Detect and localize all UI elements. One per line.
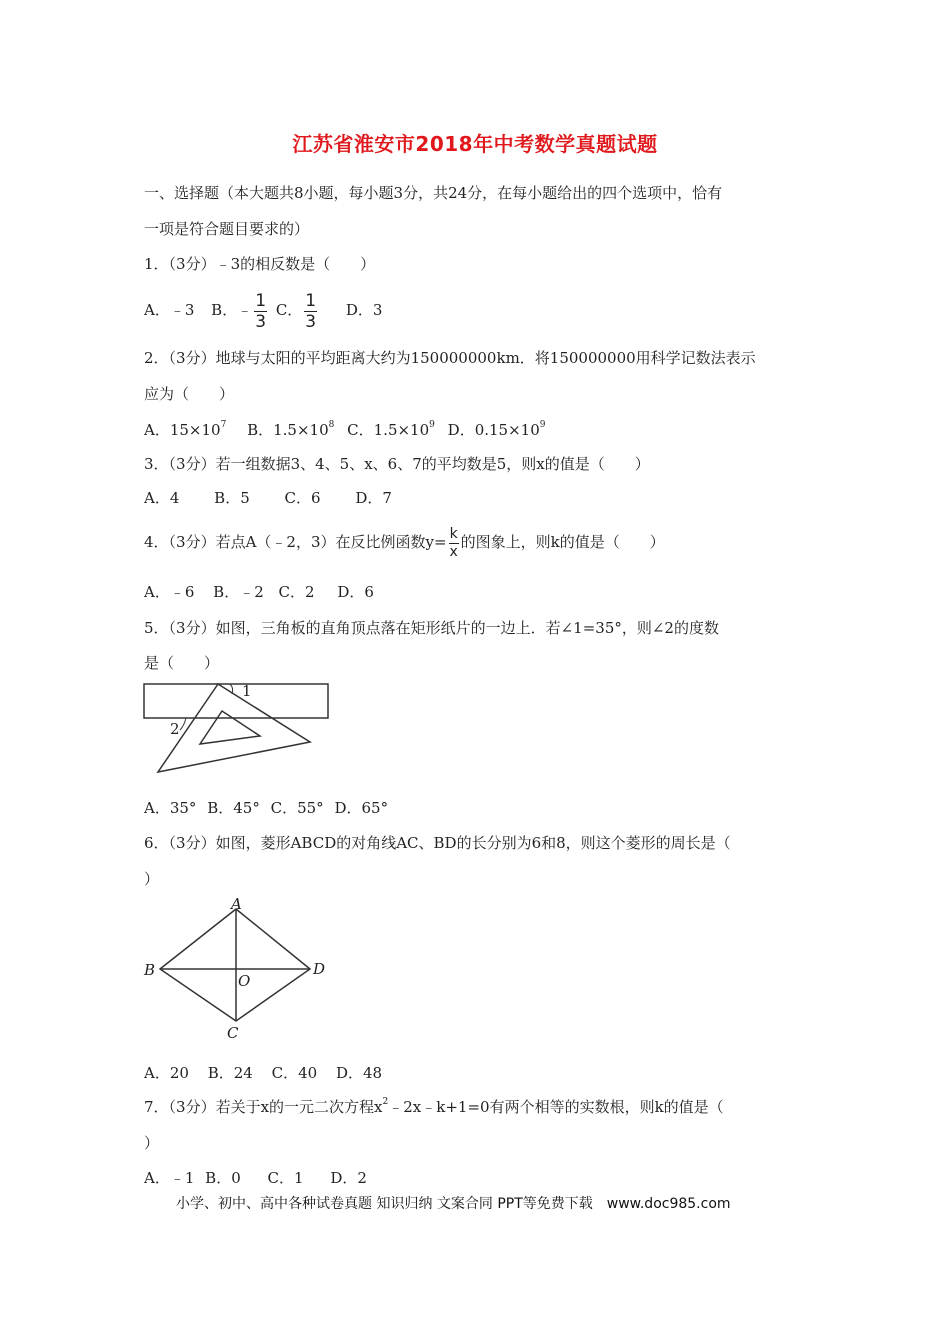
question-5-stem-line1: 5．（3分）如图，三角板的直角顶点落在矩形纸片的一边上．若∠1=35°，则∠2的度数 <box>144 619 719 637</box>
center-o-label: O <box>238 972 251 990</box>
angle-2-arc <box>180 718 186 730</box>
q1-option-c-fraction <box>304 292 317 331</box>
q1-option-c-denominator: 3 <box>305 311 317 332</box>
question-2-options <box>144 420 814 440</box>
question-1-stem: 1．（3分）﹣3的相反数是（ ） <box>144 255 376 273</box>
angle-1-label: 1 <box>242 682 252 700</box>
q6-option-b: B．24 <box>207 1064 253 1082</box>
question-7-options <box>144 1168 814 1188</box>
q6-option-c: C．40 <box>271 1064 318 1082</box>
question-1-options <box>144 291 814 331</box>
question-7-stem-line2: ） <box>144 1134 160 1152</box>
q5-option-b: B．45° <box>207 799 260 817</box>
question-3-options <box>144 488 814 508</box>
q1-option-a: A．﹣3 <box>144 301 195 319</box>
rhombus-abcd <box>160 909 310 1021</box>
q3-option-c: C．6 <box>284 489 321 507</box>
vertex-b-label: B <box>144 961 156 979</box>
triangle-ruler-outer <box>158 684 310 772</box>
footer-download-notice: 小学、初中、高中各种试卷真题 知识归纳 文案合同 PPT等免费下载 www.doc985.com <box>176 1196 731 1212</box>
angle-2-label: 2 <box>170 720 180 738</box>
q1-option-b-fraction <box>254 292 267 331</box>
q4-stem-pre: 4．（3分）若点A（﹣2，3）在反比例函数y= <box>144 533 447 551</box>
q6-option-a: A．20 <box>144 1064 189 1082</box>
q4-fraction <box>449 527 459 560</box>
vertex-d-label: D <box>313 960 326 978</box>
q1-option-d: D．3 <box>345 301 383 319</box>
question-2-stem-line1: 2．（3分）地球与太阳的平均距离大约为150000000km．将150000000用科学记数法表示 <box>144 349 756 367</box>
q1-option-b-prefix: B．﹣ <box>211 301 253 319</box>
q6-option-d: D．48 <box>335 1064 383 1082</box>
page-title: 江苏省淮安市2018年中考数学真题试题 <box>292 132 658 156</box>
q3-option-b: B．5 <box>214 489 250 507</box>
rectangle-paper <box>144 684 328 718</box>
q4-option-a: A．﹣6 <box>144 583 195 601</box>
q7-option-c: C．1 <box>267 1169 304 1187</box>
q1-option-b-numerator: 1 <box>255 290 267 311</box>
q4-option-b: B．﹣2 <box>213 583 264 601</box>
q4-option-d: D．6 <box>337 583 374 601</box>
question-7-stem-line1 <box>144 1097 814 1117</box>
q4-stem-post: 的图象上，则k的值是（ ） <box>460 533 665 551</box>
q5-option-d: D．65° <box>334 799 389 817</box>
q1-option-c-numerator: 1 <box>305 290 317 311</box>
question-6-stem-line2: ） <box>144 870 160 888</box>
q6-rhombus-figure <box>138 893 338 1045</box>
question-6-stem-line1: 6．（3分）如图，菱形ABCD的对角线AC、BD的长分别为6和8，则这个菱形的周长是（ <box>144 834 731 852</box>
q3-option-a: A．4 <box>144 489 180 507</box>
question-2-stem-line2: 应为（ ） <box>144 385 235 403</box>
question-4-stem <box>144 520 814 564</box>
question-5-options <box>144 798 814 818</box>
section-instruction-line1: 一、选择题（本大题共8小题，每小题3分，共24分，在每小题给出的四个选项中，恰有 <box>144 184 723 202</box>
q4-fraction-numerator: k <box>449 525 458 542</box>
q2-option-c: C．$1.5\times 10^9$ <box>347 420 435 439</box>
q7-exponent: 2 <box>382 1097 389 1107</box>
q1-option-c-prefix: C． <box>275 301 303 319</box>
q3-option-d: D．7 <box>355 489 392 507</box>
vertex-c-label: C <box>227 1024 239 1042</box>
q7-stem-post: ﹣2x﹣k+1=0有两个相等的实数根，则k的值是（ <box>388 1098 724 1116</box>
q7-stem-pre: 7．（3分）若关于x的一元二次方程x <box>144 1098 383 1116</box>
q4-option-c: C．2 <box>278 583 315 601</box>
q4-fraction-denominator: x <box>449 543 458 560</box>
q2-option-d: D．$0.15\times 10^9$ <box>447 420 546 439</box>
q7-option-d: D．2 <box>330 1169 367 1187</box>
vertex-a-label: A <box>231 895 242 913</box>
q7-option-b: B．0 <box>205 1169 241 1187</box>
question-4-options <box>144 582 814 602</box>
q2-option-b: B．$1.5\times 10^8$ <box>247 420 335 439</box>
section-instruction-line2: 一项是符合题目要求的） <box>144 220 310 238</box>
triangle-ruler-inner <box>200 711 260 744</box>
q5-figure <box>140 678 340 778</box>
q5-option-c: C．55° <box>270 799 324 817</box>
question-6-options <box>144 1063 814 1083</box>
question-3-stem: 3．（3分）若一组数据3、4、5、x、6、7的平均数是5，则x的值是（ ） <box>144 455 650 473</box>
q1-option-b-denominator: 3 <box>255 311 267 332</box>
question-5-stem-line2: 是（ ） <box>144 654 220 672</box>
q2-option-a: A．$15\times 10^7$ <box>144 420 227 439</box>
q7-option-a: A．﹣1 <box>144 1169 195 1187</box>
q5-option-a: A．35° <box>144 799 197 817</box>
